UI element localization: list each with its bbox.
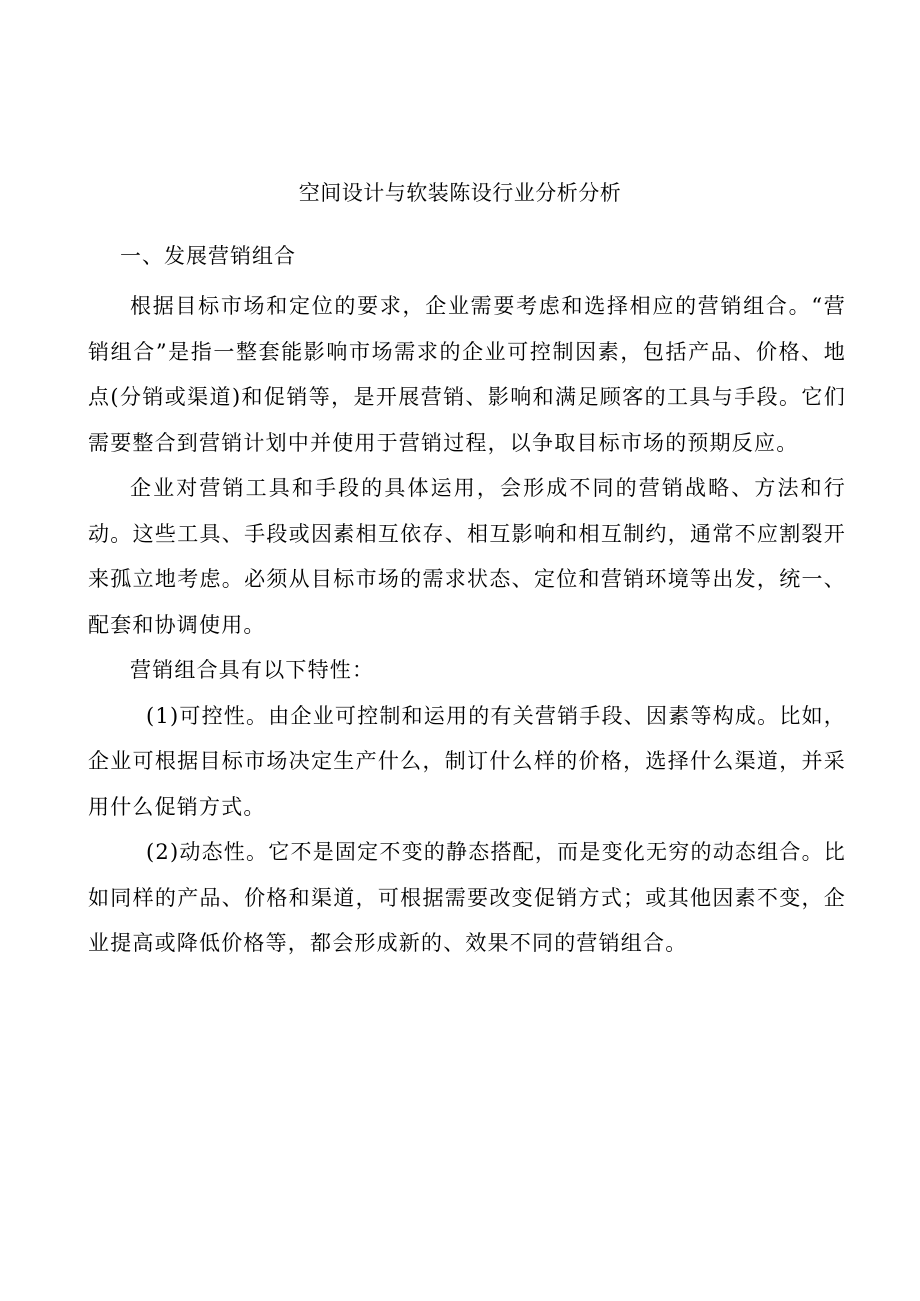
list-item-controllability: (1)可控性。由企业可控制和运用的有关营销手段、因素等构成。比如，企业可根据目标市场决定生产什么，制订什么样的价格，选择什么渠道，并采用什么促销方式。 bbox=[88, 703, 846, 819]
paragraph-marketing-mix-definition: 根据目标市场和定位的要求，企业需要考虑和选择相应的营销组合。“营销组合”是指一整套能影响市场需求的企业可控制因素，包括产品、价格、地点(分销或渠道)和促销等，是开展营销、影响和满足顾客的工具与手段。它们需要整合到营销计划中并使用于营销过程，以争取目标市场的预期反应。 bbox=[88, 294, 846, 455]
paragraph-characteristics-intro: 营销组合具有以下特性： bbox=[130, 658, 375, 682]
document-title: 空间设计与软装陈设行业分析分析 bbox=[298, 181, 622, 205]
section-heading: 一、发展营销组合 bbox=[120, 244, 296, 268]
list-item-dynamics: (2)动态性。它不是固定不变的静态搭配，而是变化无穷的动态组合。比如同样的产品、价格和渠道，可根据需要改变促销方式；或其他因素不变，企业提高或降低价格等，都会形成新的、效果不同的营销组合。 bbox=[88, 840, 846, 955]
paragraph-marketing-tools-usage: 企业对营销工具和手段的具体运用，会形成不同的营销战略、方法和行动。这些工具、手段或因素相互依存、相互影响和相互制约，通常不应割裂开来孤立地考虑。必须从目标市场的需求状态、定位和营销环境等出发，统一、配套和协调使用。 bbox=[88, 476, 846, 637]
document-body bbox=[88, 284, 846, 967]
